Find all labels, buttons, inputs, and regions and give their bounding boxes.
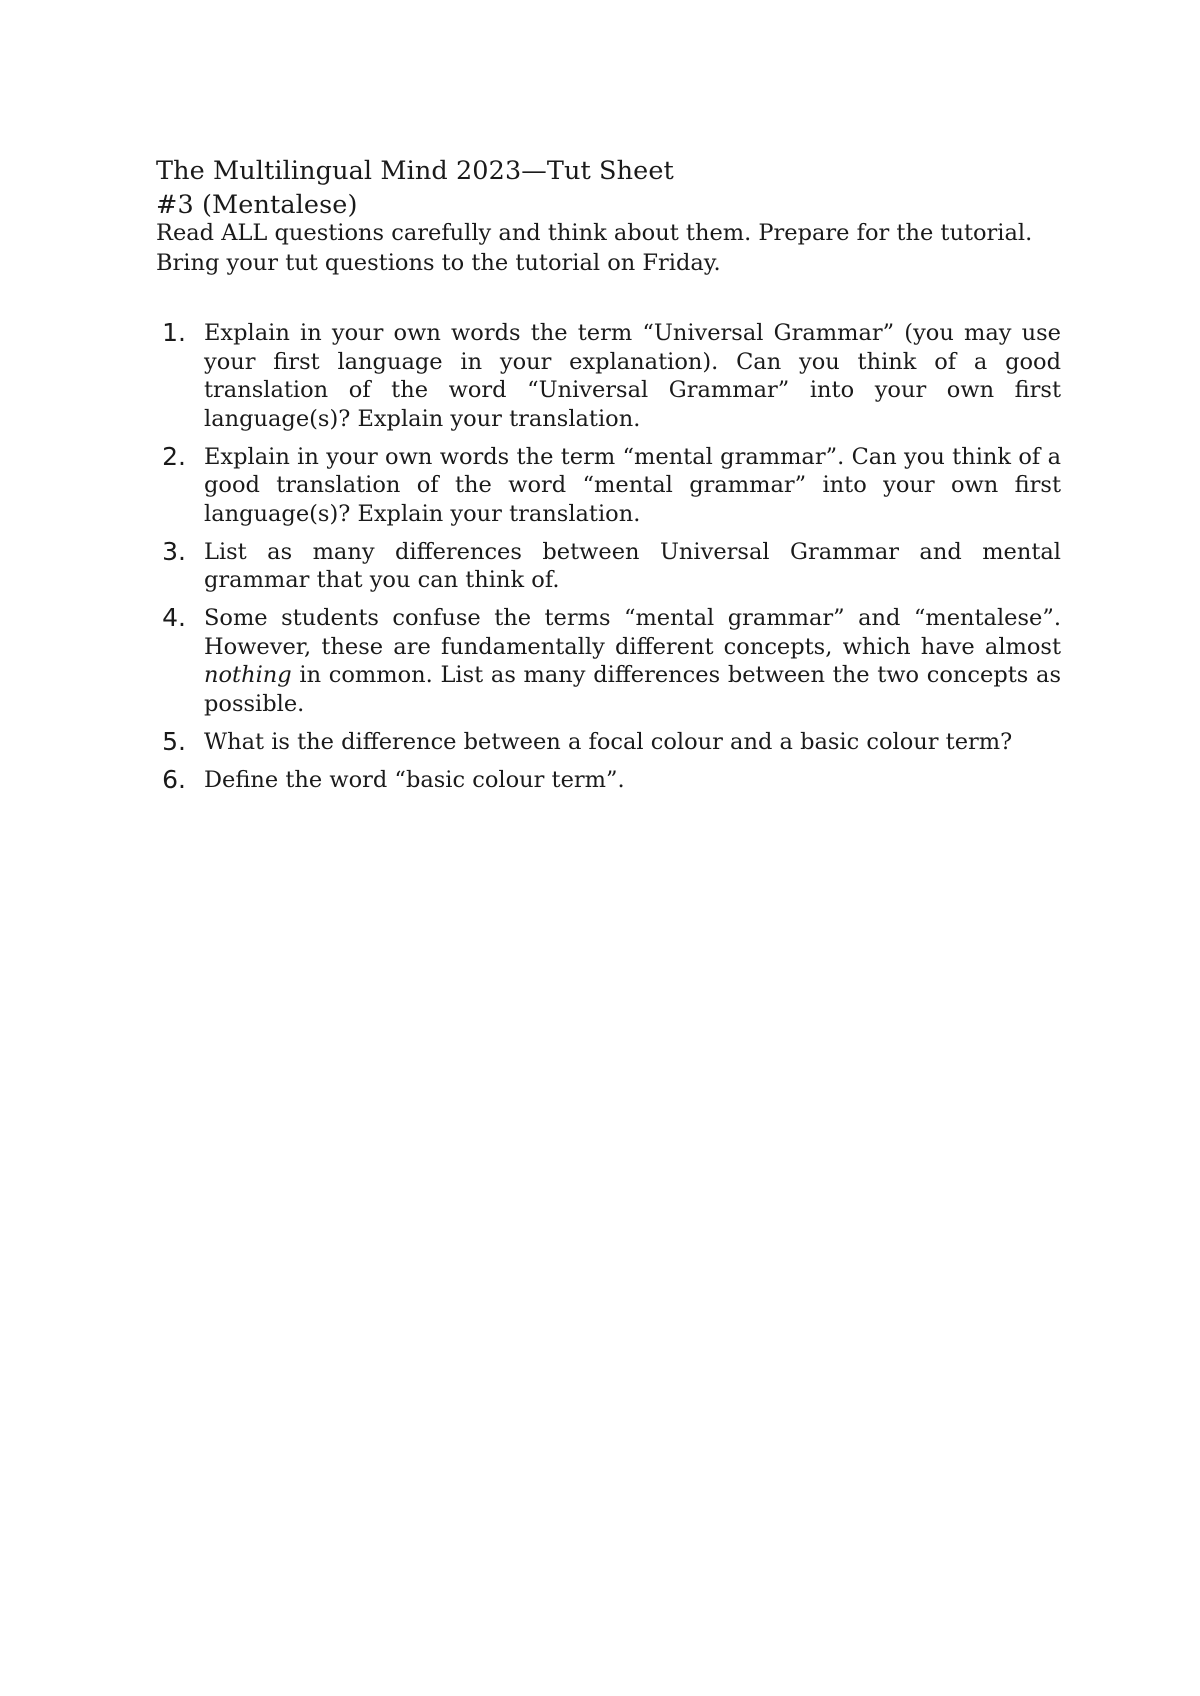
question-item-5 bbox=[156, 728, 1061, 757]
question-number: 5. bbox=[162, 726, 186, 756]
question-number: 6. bbox=[162, 764, 186, 794]
question-item-4 bbox=[156, 604, 1061, 718]
title-line-2: #3 (Mentalese) bbox=[156, 190, 358, 220]
question-number: 2. bbox=[162, 441, 186, 471]
question-number: 3. bbox=[162, 536, 186, 566]
question-text: Explain in your own words the term “Universal Grammar” (you may use your first language in your explanation). Can you think of a good translation of the word “Universal Grammar” into your own first language(s)? Explain your translation. bbox=[204, 320, 1061, 432]
question-item-3 bbox=[156, 538, 1061, 595]
question-list bbox=[156, 319, 1061, 804]
emphasized-word: nothing bbox=[204, 662, 292, 688]
question-text: Define the word “basic colour term”. bbox=[204, 766, 625, 793]
question-text: What is the difference between a focal colour and a basic colour term? bbox=[204, 728, 1013, 755]
question-text-part: Some students confuse the terms “mental grammar” and “mentalese”. However, these are fundamentally different concepts, which have almost bbox=[204, 605, 1061, 660]
question-text: Explain in your own words the term “mental grammar”. Can you think of a good translation of the word “mental grammar” into your own first language(s)? Explain your translation. bbox=[204, 443, 1061, 527]
instructions-paragraph: Read ALL questions carefully and think about them. Prepare for the tutorial. Bring your tut questions to the tutorial on Friday. bbox=[156, 220, 1033, 276]
question-item-1 bbox=[156, 319, 1061, 433]
page-title bbox=[156, 154, 776, 222]
question-text: List as many differences between Universal Grammar and mental grammar that you can think of. bbox=[204, 538, 1061, 593]
title-line-1: The Multilingual Mind 2023—Tut Sheet bbox=[156, 156, 674, 186]
question-text-part: in common. List as many differences between the two concepts as possible. bbox=[204, 662, 1061, 717]
question-item-6 bbox=[156, 766, 1061, 795]
question-number: 4. bbox=[162, 603, 186, 632]
question-item-2 bbox=[156, 443, 1061, 529]
question-text bbox=[204, 604, 1061, 718]
question-number: 1. bbox=[162, 318, 186, 347]
